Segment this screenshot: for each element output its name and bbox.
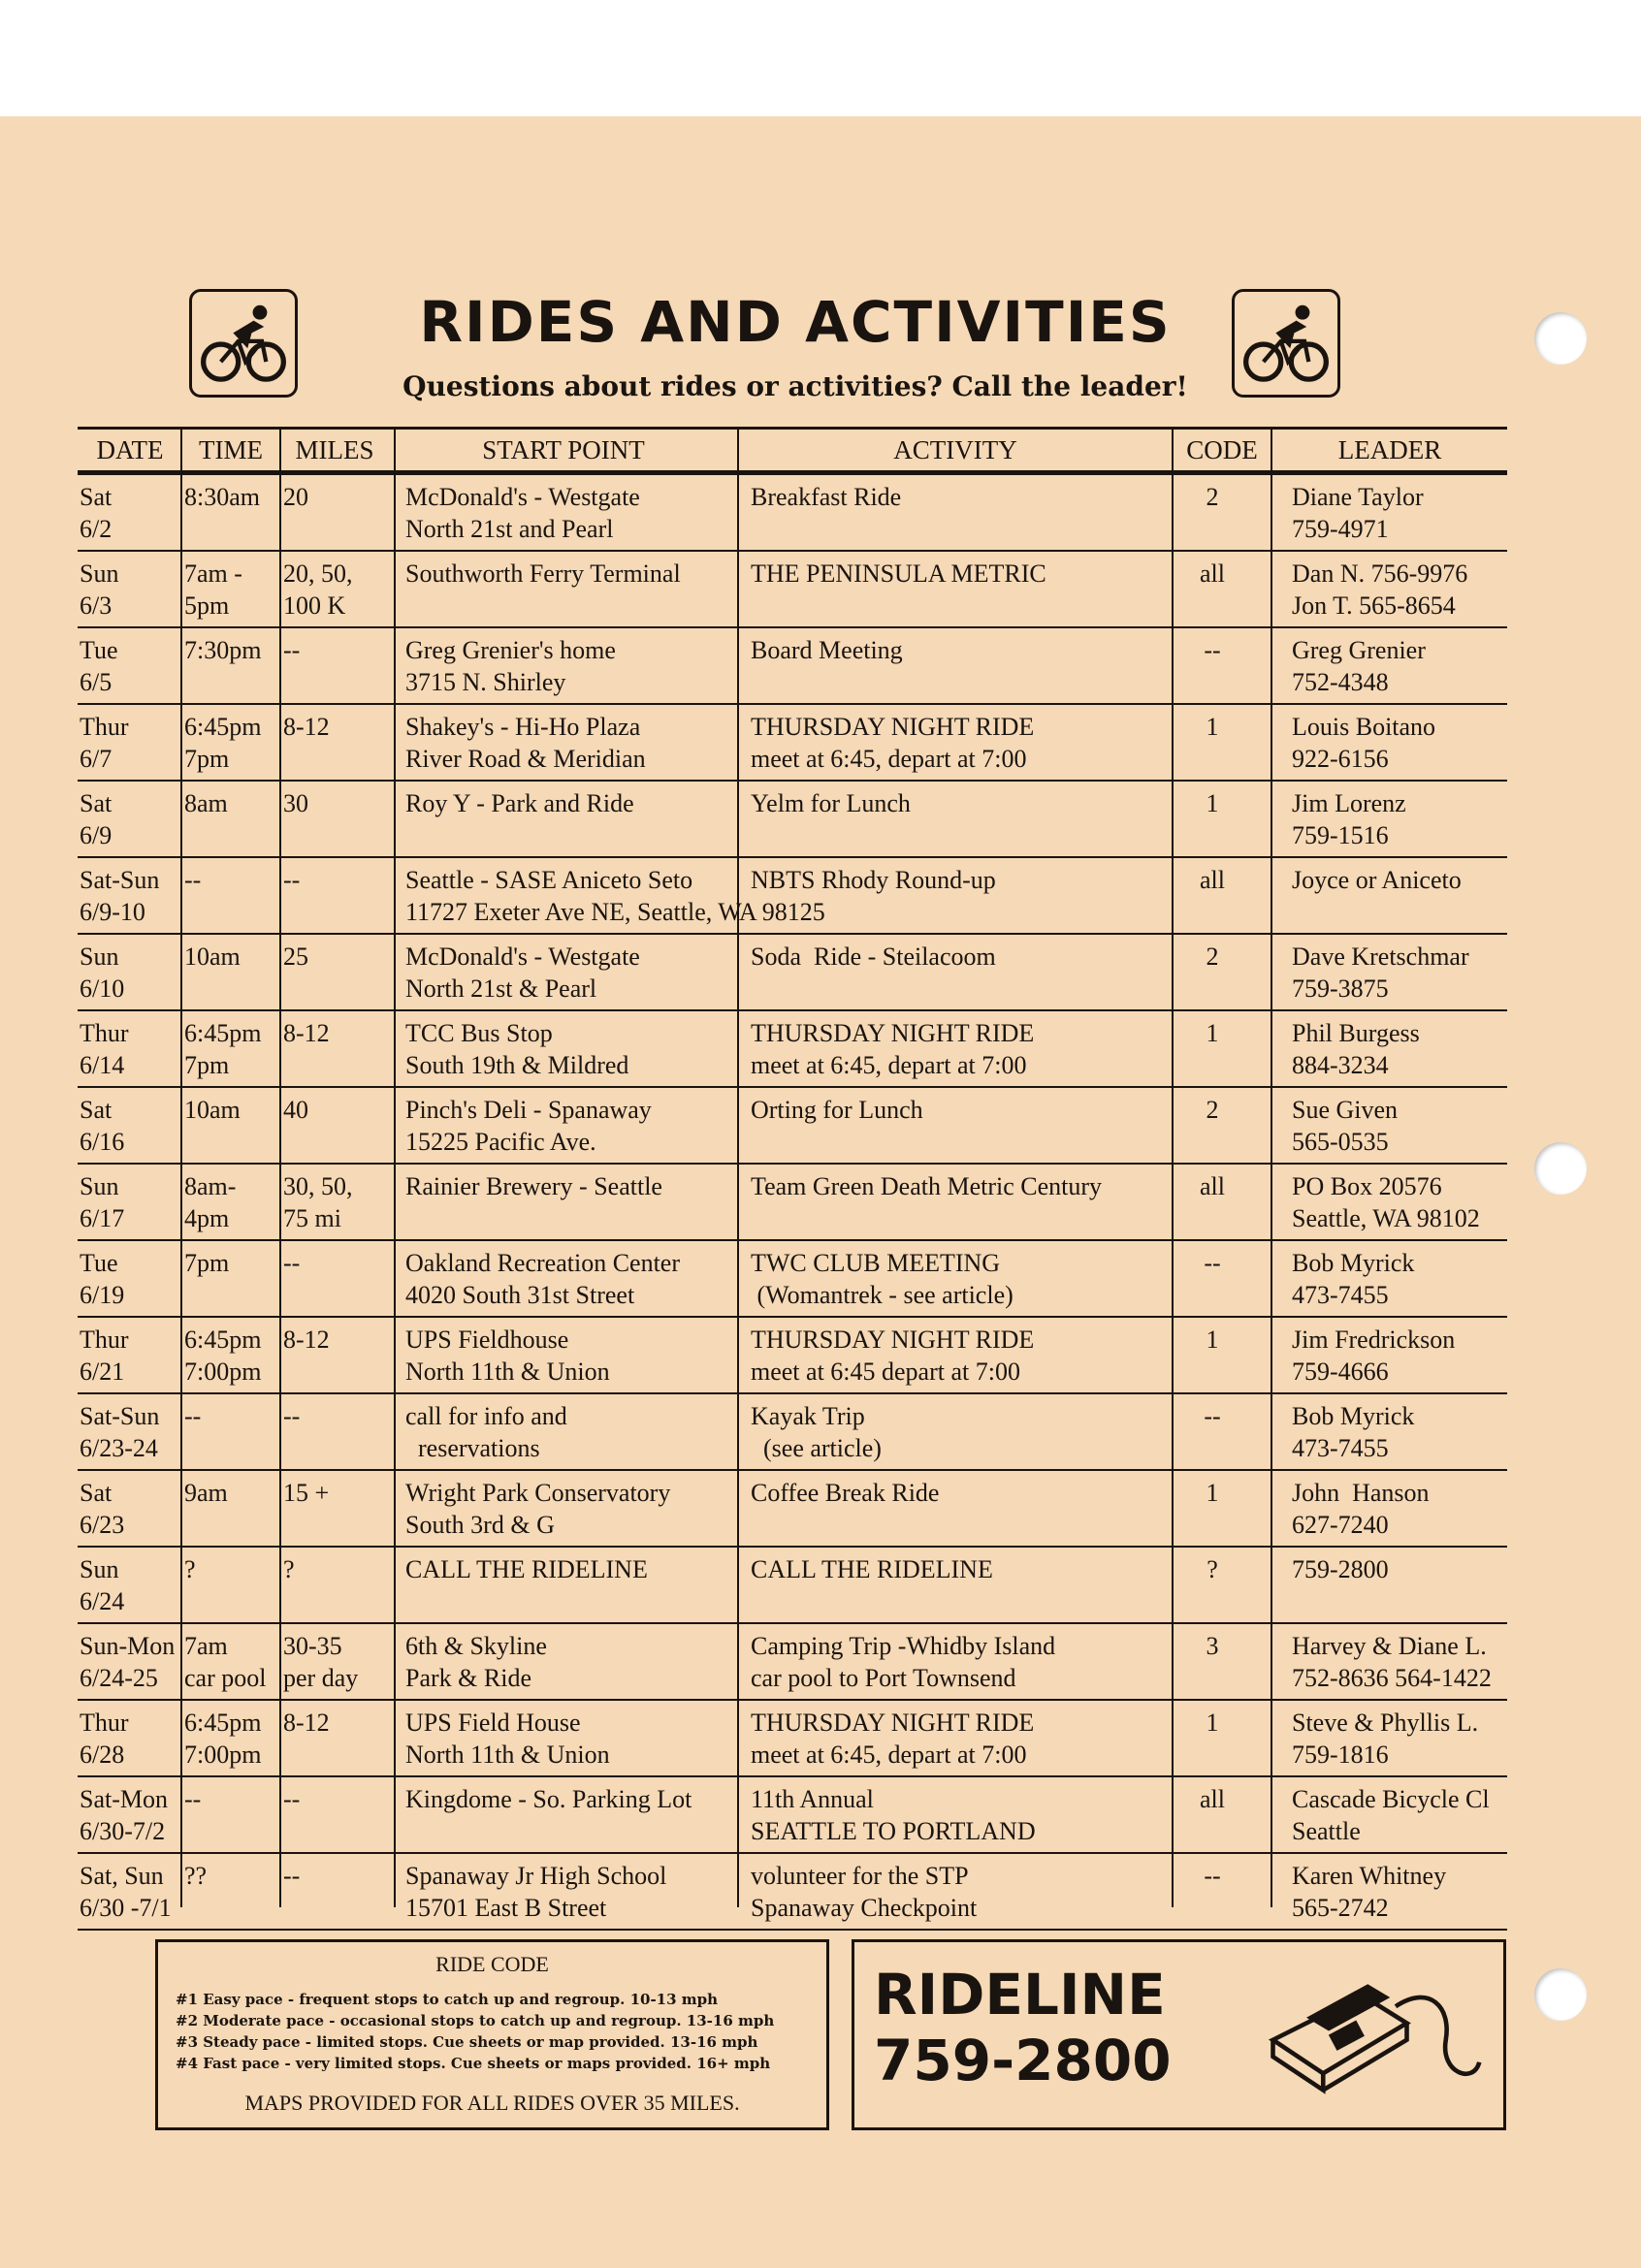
binder-hole-bottom	[1534, 1968, 1587, 2021]
cell-activity: NBTS Rhody Round-up	[751, 866, 996, 894]
cell-miles: 8-12	[283, 1326, 330, 1354]
cell-activity: THURSDAY NIGHT RIDE meet at 6:45, depart at 7:00	[751, 713, 1035, 773]
ride-code-box	[155, 1939, 829, 2130]
cell-activity: CALL THE RIDELINE	[751, 1555, 993, 1583]
column-divider	[737, 427, 739, 1907]
cell-code: 1	[1206, 1326, 1219, 1354]
ride-code-line: #1 Easy pace - frequent stops to catch up and regroup. 10-13 mph	[176, 1991, 719, 2008]
cell-time: 6:45pm 7:00pm	[184, 1709, 262, 1769]
binder-hole-top	[1534, 312, 1587, 365]
cell-code: --	[1204, 1862, 1221, 1890]
column-divider	[1271, 427, 1272, 1907]
cell-start-point: UPS Field House North 11th & Union	[405, 1709, 610, 1769]
cell-code: 1	[1206, 1479, 1219, 1507]
ride-code-line: #3 Steady pace - limited stops. Cue sheets or map provided. 13-16 mph	[176, 2033, 758, 2051]
cell-activity: 11th Annual SEATTLE TO PORTLAND	[751, 1785, 1036, 1845]
cell-leader: Harvey & Diane L. 752-8636 564-1422	[1292, 1632, 1492, 1692]
cell-activity: Coffee Break Ride	[751, 1479, 940, 1507]
cell-code: all	[1200, 1172, 1225, 1200]
cell-activity: Orting for Lunch	[751, 1096, 923, 1124]
table-row	[78, 1701, 1507, 1777]
cell-date: Sat-Sun 6/23-24	[80, 1402, 160, 1462]
cell-miles: --	[283, 1785, 301, 1813]
page-subtitle: Questions about rides or activities? Call the leader!	[402, 370, 1188, 402]
cell-activity: volunteer for the STP Spanaway Checkpoint	[751, 1862, 978, 1922]
cell-code: ?	[1207, 1555, 1218, 1583]
cell-start-point: UPS Fieldhouse North 11th & Union	[405, 1326, 610, 1386]
cell-date: Sat-Sun 6/9-10	[80, 866, 160, 926]
cell-time: 7:30pm	[184, 636, 262, 664]
table-row	[78, 628, 1507, 705]
cell-leader: Bob Myrick 473-7455	[1292, 1402, 1415, 1462]
cell-leader: Louis Boitano 922-6156	[1292, 713, 1436, 773]
table-row	[78, 1241, 1507, 1318]
cell-date: Sat 6/9	[80, 789, 113, 849]
cell-leader: PO Box 20576 Seattle, WA 98102	[1292, 1172, 1480, 1232]
cell-code: all	[1200, 866, 1225, 894]
cell-leader: 759-2800	[1292, 1555, 1389, 1583]
cell-time: 10am	[184, 942, 241, 971]
page-title: RIDES AND ACTIVITIES	[419, 289, 1172, 355]
cell-activity: Board Meeting	[751, 636, 903, 664]
table-row	[78, 1088, 1507, 1165]
column-divider	[1172, 427, 1174, 1907]
cell-leader: John Hanson 627-7240	[1292, 1479, 1430, 1539]
cell-start-point: TCC Bus Stop South 19th & Mildred	[405, 1019, 629, 1079]
cell-time: 8am	[184, 789, 228, 817]
cell-miles: 20, 50, 100 K	[283, 559, 353, 620]
cell-activity: TWC CLUB MEETING (Womantrek - see article)	[751, 1249, 1014, 1309]
table-row	[78, 1471, 1507, 1548]
cell-start-point: Wright Park Conservatory South 3rd & G	[405, 1479, 671, 1539]
cell-code: 1	[1206, 1019, 1219, 1047]
cell-start-point: call for info and reservations	[405, 1402, 567, 1462]
cell-date: Sat 6/2	[80, 483, 113, 543]
column-divider	[279, 427, 281, 1907]
cell-start-point: Oakland Recreation Center 4020 South 31st Street	[405, 1249, 680, 1309]
cell-leader: Dan N. 756-9976 Jon T. 565-8654	[1292, 559, 1468, 620]
col-code: CODE	[1186, 435, 1258, 464]
cell-miles: 25	[283, 942, 308, 971]
cell-code: 1	[1206, 789, 1219, 817]
cell-code: 2	[1206, 942, 1219, 971]
cell-start-point: Roy Y - Park and Ride	[405, 789, 634, 817]
cell-activity: Breakfast Ride	[751, 483, 902, 511]
cell-code: 2	[1206, 1096, 1219, 1124]
cell-date: Sun 6/3	[80, 559, 119, 620]
cell-miles: --	[283, 1249, 301, 1277]
cell-code: --	[1204, 1402, 1221, 1430]
table-row	[78, 1011, 1507, 1088]
cell-leader: Diane Taylor 759-4971	[1292, 483, 1424, 543]
rideline-label: RIDELINE	[874, 1962, 1166, 2028]
cell-date: Tue 6/5	[80, 636, 118, 696]
cell-code: 2	[1206, 483, 1219, 511]
cell-date: Sat 6/16	[80, 1096, 125, 1156]
cell-activity: Soda Ride - Steilacoom	[751, 942, 996, 971]
telephone-icon	[1262, 1962, 1485, 2107]
bicycle-icon	[189, 289, 298, 398]
cell-code: 1	[1206, 713, 1219, 741]
cell-leader: Greg Grenier 752-4348	[1292, 636, 1426, 696]
cell-miles: 8-12	[283, 713, 330, 741]
binder-hole-middle	[1534, 1142, 1587, 1195]
table-row	[78, 552, 1507, 628]
cell-activity: THE PENINSULA METRIC	[751, 559, 1046, 588]
cell-miles: --	[283, 866, 301, 894]
table-row	[78, 1165, 1507, 1241]
cell-miles: 20	[283, 483, 308, 511]
cell-time: 8:30am	[184, 483, 260, 511]
cell-time: ?	[184, 1555, 196, 1583]
cell-activity: Kayak Trip (see article)	[751, 1402, 882, 1462]
rideline-box	[852, 1939, 1506, 2130]
table-row	[78, 705, 1507, 782]
col-activity: ACTIVITY	[893, 435, 1017, 464]
cell-date: Sun 6/17	[80, 1172, 125, 1232]
cell-date: Thur 6/7	[80, 713, 129, 773]
cell-time: 7am - 5pm	[184, 559, 242, 620]
cell-code: all	[1200, 1785, 1225, 1813]
cell-miles: 30-35 per day	[283, 1632, 359, 1692]
cell-time: 10am	[184, 1096, 241, 1124]
cell-time: --	[184, 1402, 202, 1430]
cell-date: Sun 6/10	[80, 942, 125, 1003]
table-row	[78, 1394, 1507, 1471]
cell-time: 7am car pool	[184, 1632, 267, 1692]
table-row	[78, 1624, 1507, 1701]
table-row	[78, 1318, 1507, 1394]
cell-leader: Steve & Phyllis L. 759-1816	[1292, 1709, 1479, 1769]
cell-miles: 8-12	[283, 1019, 330, 1047]
table-row	[78, 782, 1507, 858]
cell-date: Sat 6/23	[80, 1479, 125, 1539]
table-row	[78, 1777, 1507, 1854]
cell-miles: 30	[283, 789, 308, 817]
cell-code: all	[1200, 559, 1225, 588]
column-divider	[394, 427, 396, 1907]
cell-activity: THURSDAY NIGHT RIDE meet at 6:45 depart at 7:00	[751, 1326, 1035, 1386]
cell-miles: 15 +	[283, 1479, 330, 1507]
cell-time: 9am	[184, 1479, 228, 1507]
cell-activity: Yelm for Lunch	[751, 789, 911, 817]
cell-miles: 30, 50, 75 mi	[283, 1172, 353, 1232]
table-row	[78, 858, 1507, 935]
cell-miles: 8-12	[283, 1709, 330, 1737]
cell-date: Sun 6/24	[80, 1555, 125, 1615]
cell-leader: Dave Kretschmar 759-3875	[1292, 942, 1469, 1003]
cell-start-point: Seattle - SASE Aniceto Seto 11727 Exeter Ave NE, Seattle, WA 98125	[405, 866, 825, 926]
cell-time: ??	[184, 1862, 208, 1890]
cell-start-point: CALL THE RIDELINE	[405, 1555, 648, 1583]
table-row	[78, 475, 1507, 552]
cell-miles: --	[283, 1402, 301, 1430]
cell-time: 6:45pm 7pm	[184, 1019, 262, 1079]
column-divider	[180, 427, 182, 1907]
rides-table	[78, 427, 1507, 1931]
col-start-point: START POINT	[482, 435, 645, 464]
cell-time: --	[184, 866, 202, 894]
ride-code-line: #2 Moderate pace - occasional stops to catch up and regroup. 13-16 mph	[176, 2012, 775, 2029]
cell-code: 3	[1206, 1632, 1219, 1660]
cell-date: Tue 6/19	[80, 1249, 125, 1309]
col-time: TIME	[199, 435, 263, 464]
cell-start-point: McDonald's - Westgate North 21st and Pearl	[405, 483, 640, 543]
ride-code-line: #4 Fast pace - very limited stops. Cue sheets or maps provided. 16+ mph	[176, 2055, 771, 2072]
cell-leader: Bob Myrick 473-7455	[1292, 1249, 1415, 1309]
cell-date: Sat-Mon 6/30-7/2	[80, 1785, 168, 1845]
ride-code-title: RIDE CODE	[435, 1952, 549, 1976]
maps-note: MAPS PROVIDED FOR ALL RIDES OVER 35 MILES.	[244, 2091, 740, 2115]
cell-start-point: Spanaway Jr High School 15701 East B Street	[405, 1862, 667, 1922]
cell-time: 8am- 4pm	[184, 1172, 237, 1232]
cell-leader: Cascade Bicycle Cl Seattle	[1292, 1785, 1490, 1845]
cell-activity: Camping Trip -Whidby Island car pool to Port Townsend	[751, 1632, 1056, 1692]
cell-miles: --	[283, 636, 301, 664]
cell-miles: --	[283, 1862, 301, 1890]
col-date: DATE	[96, 435, 164, 464]
rideline-phone: 759-2800	[874, 2028, 1172, 2093]
cell-activity: THURSDAY NIGHT RIDE meet at 6:45, depart at 7:00	[751, 1019, 1035, 1079]
cell-leader: Karen Whitney 565-2742	[1292, 1862, 1447, 1922]
cell-leader: Phil Burgess 884-3234	[1292, 1019, 1420, 1079]
table-header	[78, 427, 1507, 475]
cell-miles: 40	[283, 1096, 308, 1124]
cell-start-point: 6th & Skyline Park & Ride	[405, 1632, 547, 1692]
cell-code: --	[1204, 1249, 1221, 1277]
cell-code: 1	[1206, 1709, 1219, 1737]
col-leader: LEADER	[1337, 435, 1442, 464]
cell-start-point: Greg Grenier's home 3715 N. Shirley	[405, 636, 616, 696]
table-row	[78, 935, 1507, 1011]
cell-code: --	[1204, 636, 1221, 664]
cell-time: 7pm	[184, 1249, 230, 1277]
cell-leader: Jim Fredrickson 759-4666	[1292, 1326, 1456, 1386]
cell-activity: Team Green Death Metric Century	[751, 1172, 1103, 1200]
cell-date: Thur 6/21	[80, 1326, 129, 1386]
cell-start-point: Southworth Ferry Terminal	[405, 559, 681, 588]
table-row	[78, 1854, 1507, 1931]
cell-activity: THURSDAY NIGHT RIDE meet at 6:45, depart at 7:00	[751, 1709, 1035, 1769]
cell-leader: Sue Given 565-0535	[1292, 1096, 1399, 1156]
cell-date: Thur 6/28	[80, 1709, 129, 1769]
cell-miles: ?	[283, 1555, 295, 1583]
cell-start-point: Shakey's - Hi-Ho Plaza River Road & Meridian	[405, 713, 646, 773]
table-row	[78, 1548, 1507, 1624]
cell-start-point: Rainier Brewery - Seattle	[405, 1172, 662, 1200]
cell-date: Thur 6/14	[80, 1019, 129, 1079]
table-body	[78, 475, 1507, 1931]
cell-leader: Jim Lorenz 759-1516	[1292, 789, 1406, 849]
cell-date: Sat, Sun 6/30 -7/1	[80, 1862, 172, 1922]
cell-time: 6:45pm 7pm	[184, 713, 262, 773]
cell-start-point: Kingdome - So. Parking Lot	[405, 1785, 692, 1813]
cell-leader: Joyce or Aniceto	[1292, 866, 1462, 894]
cell-time: --	[184, 1785, 202, 1813]
cell-date: Sun-Mon 6/24-25	[80, 1632, 176, 1692]
cell-time: 6:45pm 7:00pm	[184, 1326, 262, 1386]
cell-start-point: Pinch's Deli - Spanaway 15225 Pacific Ave.	[405, 1096, 652, 1156]
col-miles: MILES	[295, 435, 374, 464]
cell-start-point: McDonald's - Westgate North 21st & Pearl	[405, 942, 640, 1003]
